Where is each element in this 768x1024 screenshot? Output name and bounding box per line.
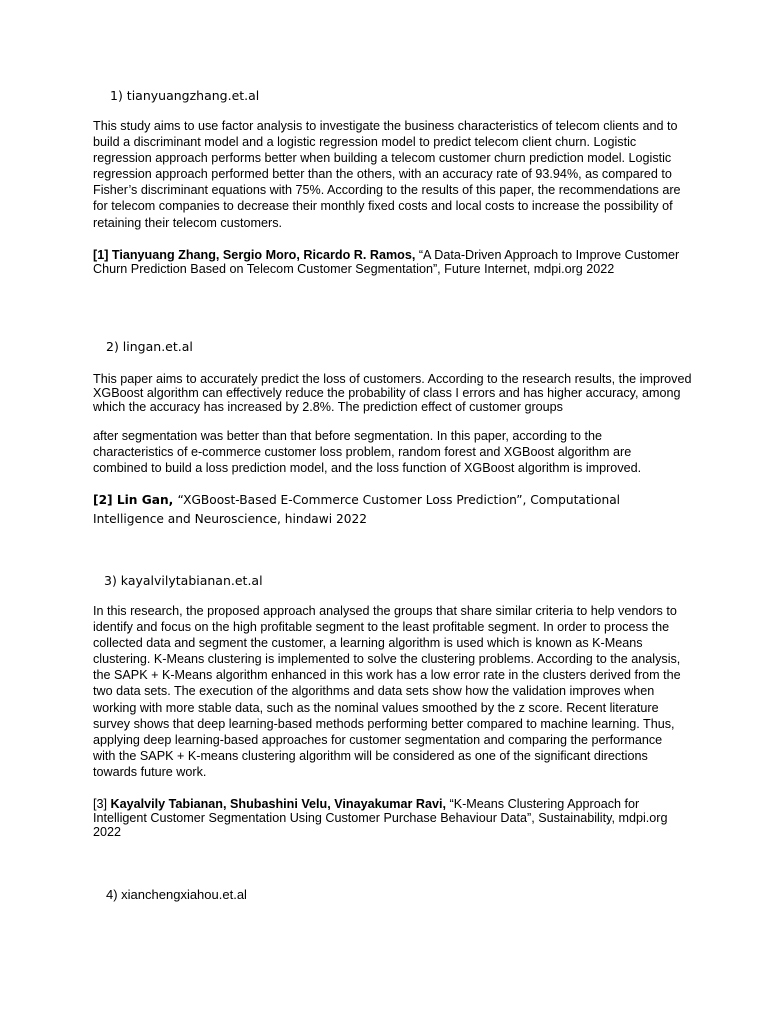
section-3-paragraph: In this research, the proposed approach analysed the groups that share similar criteria to help vendors to identify and focus on the high profitable segment to the least profitable segment. In order to process the collected data and segment the customer, a learning algorithm is used which is known as K-Means clustering. K-Means clustering is implemented to solve the clustering problems. According to the analysis, the SAPK + K-Means algorithm enhanced in this work has a low error rate in the clusters derived from the two data sets. The execution of the algorithms and data sets show how the validation improves when working with more stable data, such as the nominal values smoothed by the z score. Recent literature survey shows that deep learning-based methods performing better compared to machine learning. Thus, applying deep learning-based approaches for customer segmentation and comparing the performance with the SAPK + K-means clustering algorithm will be considered as one of the significant directions towards future work.: [93, 604, 681, 779]
reference-3-number: [3]: [93, 797, 111, 811]
reference-2: [93, 491, 683, 529]
reference-2-authors: [2] Lin Gan,: [93, 493, 178, 507]
section-2-paragraph-b: after segmentation was better than that before segmentation. In this paper, according to the characteristics of e-commerce customer loss problem, random forest and XGBoost algorithm are combined to build a loss prediction model, and the loss function of XGBoost algorithm is improved.: [93, 429, 642, 476]
reference-1-details: “A Data-Driven Approach to Improve Customer Churn Prediction Based on Telecom Customer Segmentation”, Future Internet, mdpi.org 2022: [93, 248, 680, 276]
section-1-paragraph: This study aims to use factor analysis to investigate the business characteristics of telecom clients and to build a discriminant model and a logistic regression model to predict telecom client churn. Logistic regression approach performs better when building a telecom customer churn prediction model. Logistic regression approach performed better than the others, with an accuracy rate of 93.94%, as compared to Fisher’s discriminant equations with 75%. According to the results of this paper, the recommendations are for telecom companies to decrease their monthly fixed costs and local costs to increase the possibility of retaining their telecom customers.: [93, 119, 681, 230]
reference-2-details: “XGBoost-Based E-Commerce Customer Loss Prediction”, Computational Intelligence and Neuroscience, hindawi 2022: [93, 493, 621, 526]
section-2-heading: 2) lingan.et.al: [106, 339, 193, 354]
section-3-heading: 3) kayalvilytabianan.et.al: [104, 573, 263, 588]
section-4-heading: 4) xianchengxiahou.et.al: [106, 887, 247, 902]
section-2-paragraph-a: This paper aims to accurately predict the loss of customers. According to the research results, the improved XGBoost algorithm can effectively reduce the probability of class I errors and has higher accuracy, among which the accuracy has increased by 2.8%. The prediction effect of customer groups: [93, 372, 692, 414]
reference-3: [93, 797, 683, 839]
reference-1: [93, 248, 683, 276]
reference-3-details: “K-Means Clustering Approach for Intelligent Customer Segmentation Using Customer Purchase Behaviour Data”, Sustainability, mdpi.org 2022: [93, 797, 668, 839]
reference-1-authors: [1] Tianyuang Zhang, Sergio Moro, Ricardo R. Ramos,: [93, 248, 419, 262]
reference-3-authors: Kayalvily Tabianan, Shubashini Velu, Vinayakumar Ravi,: [110, 797, 450, 811]
section-1-heading: 1) tianyuangzhang.et.al: [110, 88, 260, 103]
